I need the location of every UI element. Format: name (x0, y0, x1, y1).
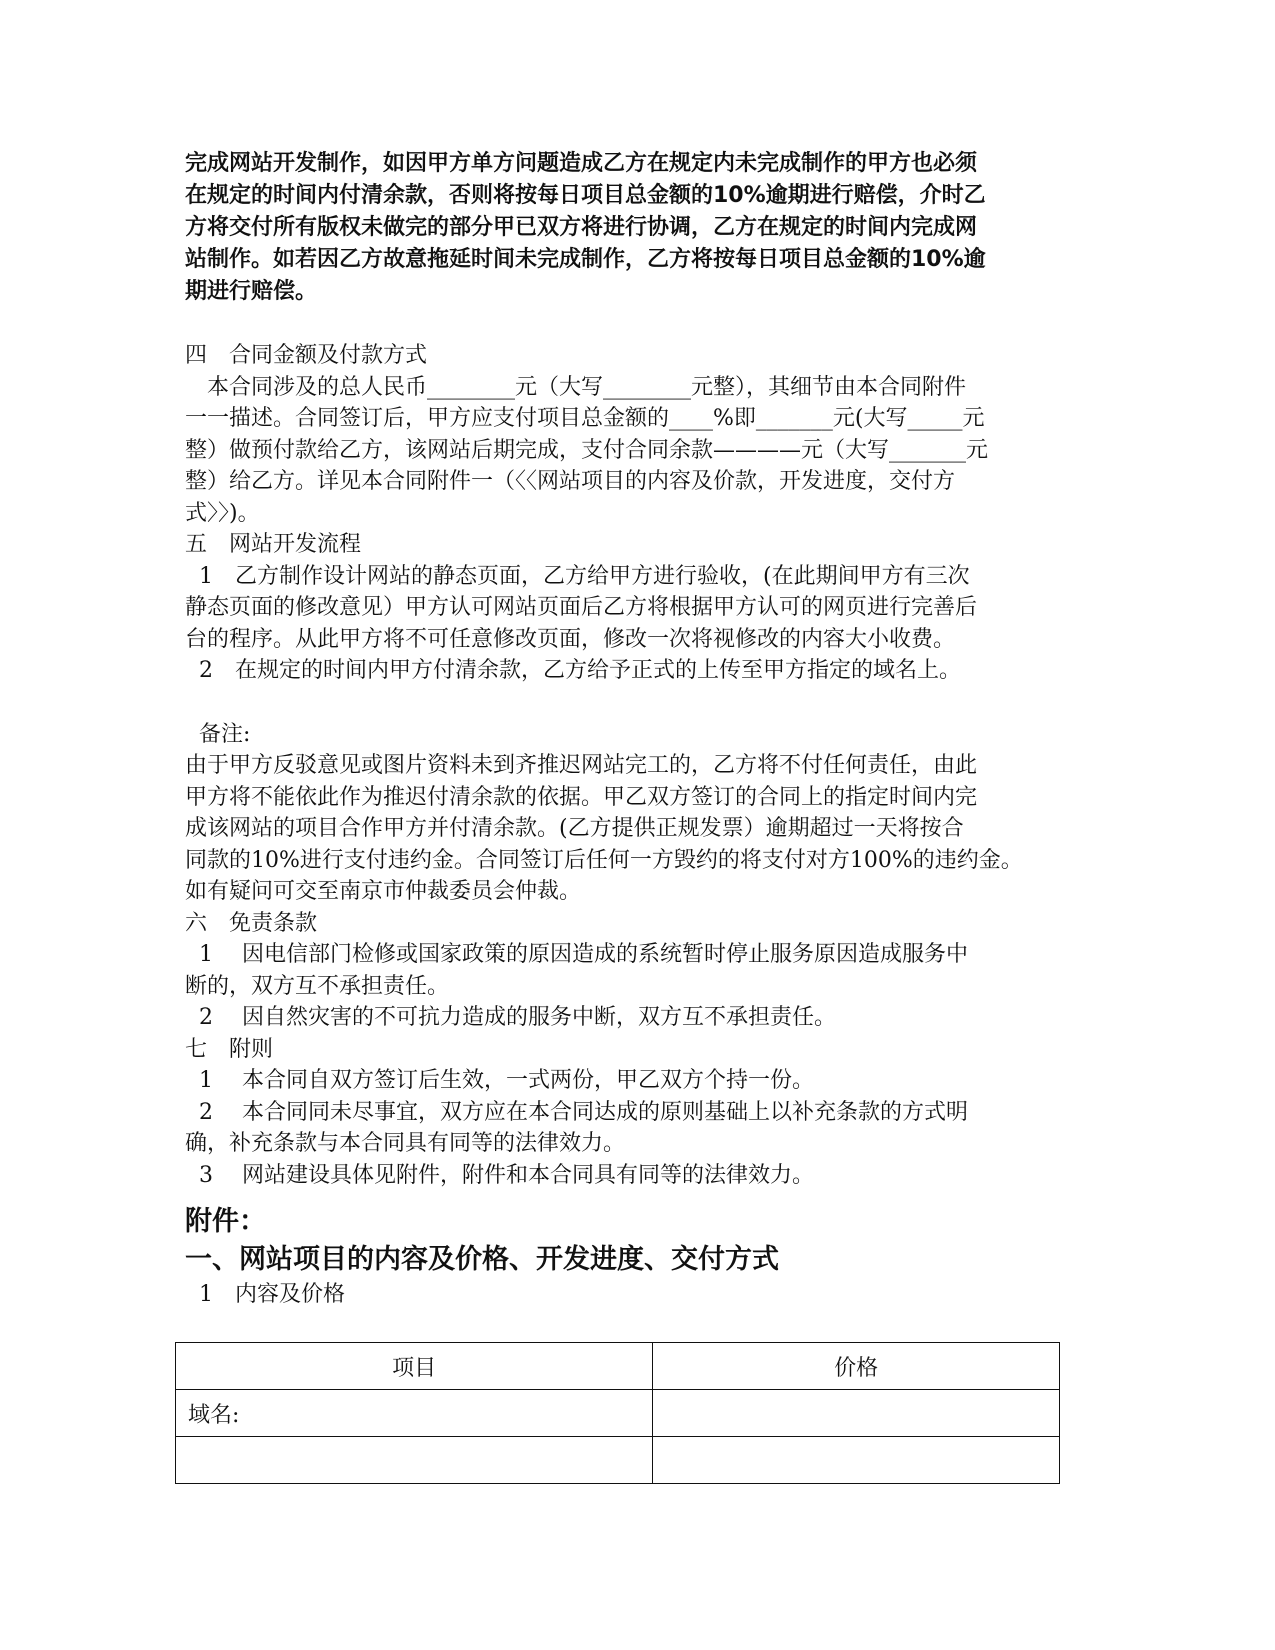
section-line: 1 乙方制作设计网站的静态页面，乙方给甲方进行验收，(在此期间甲方有三次 (185, 563, 970, 589)
section-line: 1 本合同自双方签订后生效，一式两份，甲乙双方个持一份。 (185, 1068, 814, 1093)
intro-paragraph (185, 148, 1085, 308)
table-row (176, 1390, 1060, 1437)
table-cell (176, 1437, 653, 1484)
section-title: 五 网站开发流程 (185, 532, 362, 557)
section-5 (185, 529, 1085, 687)
table-header-row (176, 1343, 1060, 1390)
notes-line: 如有疑问可交至南京市仲裁委员会仲裁。 (185, 879, 582, 904)
section-6 (185, 908, 1085, 1034)
section-line: 3 网站建设具体见附件，附件和本合同具有同等的法律效力。 (185, 1162, 814, 1188)
section-title: 六 免责条款 (185, 910, 318, 936)
appendix-section (185, 1203, 1085, 1311)
appendix-label: 附件： (185, 1206, 266, 1237)
appendix-title: 一、网站项目的内容及价格、开发进度、交付方式 (185, 1244, 779, 1275)
section-line: 断的，双方互不承担责任。 (185, 973, 450, 999)
table-row (176, 1437, 1060, 1484)
appendix-subtitle: 1 内容及价格 (185, 1282, 345, 1307)
section-line: 一一描述。合同签订后，甲方应支付项目总金额的____%即_______元(大写_____元 (185, 406, 985, 431)
table-header-price: 价格 (653, 1343, 1060, 1390)
intro-line: 站制作。如若因乙方故意拖延时间未完成制作，乙方将按每日项目总金额的10%逾 (185, 247, 986, 272)
section-title: 四 合同金额及付款方式 (185, 343, 428, 368)
notes-line: 甲方将不能依此作为推迟付清余款的依据。甲乙双方签订的合同上的指定时间内完 (185, 784, 978, 810)
section-line: 台的程序。从此甲方将不可任意修改页面，修改一次将视修改的内容大小收费。 (185, 626, 956, 652)
table-cell (653, 1390, 1060, 1437)
intro-line: 在规定的时间内付清余款，否则将按每日项目总金额的10%逾期进行赔偿，介时乙 (185, 183, 986, 208)
section-line: 整）给乙方。详见本合同附件一（〈〈网站项目的内容及价款，开发进度，交付方 (185, 469, 956, 494)
section-line: 式〉〉)。 (185, 500, 260, 526)
section-line: 静态页面的修改意见）甲方认可网站页面后乙方将根据甲方认可的网页进行完善后 (185, 595, 978, 620)
section-line: 本合同涉及的总人民币________元（大写________元整），其细节由本合同附件 (185, 374, 967, 400)
notes-line: 同款的10%进行支付违约金。合同签订后任何一方毁约的将支付对方100%的违约金。 (185, 847, 1023, 873)
section-4 (185, 340, 1085, 529)
document-page (185, 148, 1085, 1311)
section-line: 整）做预付款给乙方，该网站后期完成，支付合同余款————元（大写_______元 (185, 437, 989, 463)
table-cell: 域名: (176, 1390, 653, 1437)
section-line: 1 因电信部门检修或国家政策的原因造成的系统暂时停止服务原因造成服务中 (185, 942, 968, 967)
intro-line: 完成网站开发制作，如因甲方单方问题造成乙方在规定内未完成制作的甲方也必须 (185, 151, 978, 176)
notes-line: 由于甲方反驳意见或图片资料未到齐推迟网站完工的，乙方将不付任何责任，由此 (185, 753, 978, 778)
section-line: 2 在规定的时间内甲方付清余款，乙方给予正式的上传至甲方指定的域名上。 (185, 658, 961, 683)
section-line: 确，补充条款与本合同具有同等的法律效力。 (185, 1131, 626, 1156)
section-title: 七 附则 (185, 1036, 274, 1062)
table-cell (653, 1437, 1060, 1484)
intro-line: 期进行赔偿。 (185, 279, 318, 304)
table-header-item: 项目 (176, 1343, 653, 1390)
section-7 (185, 1034, 1085, 1192)
price-table (175, 1342, 1060, 1484)
section-line: 2 因自然灾害的不可抗力造成的服务中断，双方互不承担责任。 (185, 1005, 836, 1030)
notes-section (185, 719, 1085, 908)
section-line: 2 本合同同未尽事宜，双方应在本合同达成的原则基础上以补充条款的方式明 (185, 1099, 968, 1125)
notes-label: 备注: (185, 721, 251, 747)
intro-line: 方将交付所有版权未做完的部分甲已双方将进行协调，乙方在规定的时间内完成网 (185, 215, 978, 240)
notes-line: 成该网站的项目合作甲方并付清余款。(乙方提供正规发票）逾期超过一天将按合 (185, 816, 964, 841)
